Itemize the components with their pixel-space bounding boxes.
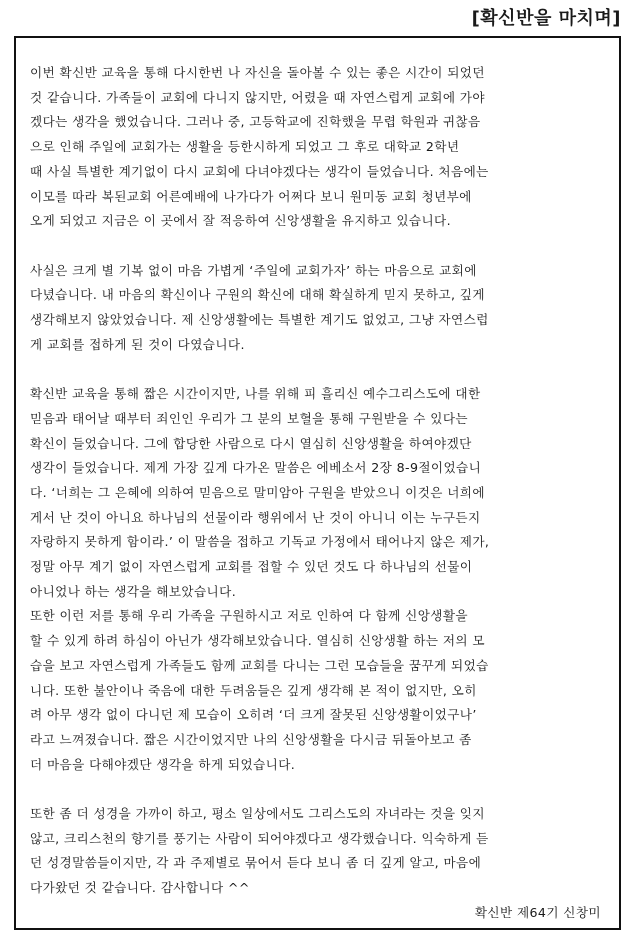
paragraph-3: 확신반 교육을 통해 짧은 시간이지만, 나를 위해 피 흘리신 예수그리스도에 대한 믿음과 태어날 때부터 죄인인 우리가 그 분의 보혈을 통해 구원받을 수 있다는 확신이 들었습니다. 그에 합당한 사람으로 다시 열심히 신앙생활을 하여야겠단 생각이 들었습니다. 제게 가장 깊게 다가온 말씀은 에베소서 2장 8-9절이었습니 다. ‘너희는 그 은혜에 의하여 믿음으로 말미암아 구원을 받았으니 이것은 너희에 게서 난 것이 아니요 하나님의 선물이라 행위에서 난 것이 아니니 이는 누구든지 자랑하지 못하게 함이라.’ 이 말씀을 접하고 기독교 가정에서 태어나지 않은 제가, 정말 아무 계기 없이 자연스럽게 교회를 접할 수 있던 것도 다 하나님의 선물이 아니었나 하는 생각을 해보았습니다.: [30, 386, 490, 599]
paragraph-1: 이번 확신반 교육을 통해 다시한번 나 자신을 돌아볼 수 있는 좋은 시간이 되었던 것 같습니다. 가족들이 교회에 다니지 않지만, 어렸을 때 자연스럽게 교회에 가야 겠다는 생각을 했었습니다. 그러나 중, 고등학교에 진학했을 무렵 학원과 귀찮음 으로 인해 주일에 교회가는 생활을 등한시하게 되었고 그 후로 대학교 2학년 때 사실 특별한 계기없이 다시 교회에 다녀야겠다는 생각이 들었습니다. 처음에는 이모를 따라 복된교회 어른예배에 나가다가 어쩌다 보니 원미동 교회 청년부에 오게 되었고 지금은 이 곳에서 잘 적응하여 신앙생활을 유지하고 있습니다.: [30, 65, 489, 229]
author-signature: 확신반 제64기 신창미: [474, 904, 601, 920]
paragraph-4: 또한 이런 저를 통해 우리 가족을 구원하시고 저로 인하여 다 함께 신앙생활을 할 수 있게 하려 하심이 아닌가 생각해보았습니다. 열심히 신앙생활 하는 저의 모 습을 보고 자연스럽게 가족들도 함께 교회를 다니는 그런 모습들을 꿈꾸게 되었습 니다. 또한 불안이나 죽음에 대한 두려움들은 깊게 생각해 본 적이 없지만, 오히 려 아무 생각 없이 다니던 제 모습이 오히려 ‘더 크게 잘못된 신앙생활이었구나’ 라고 느껴졌습니다. 짧은 시간이었지만 나의 신앙생활을 다시금 뒤돌아보고 좀 더 마음을 다해야겠단 생각을 하게 되었습니다.: [30, 608, 489, 772]
paragraph-5: 또한 좀 더 성경을 가까이 하고, 평소 일상에서도 그리스도의 자녀라는 것을 잊지 않고, 크리스천의 향기를 풍기는 사람이 되어야겠다고 생각했습니다. 익숙하게 듣 던 성경말씀들이지만, 각 과 주제별로 묶어서 듣다 보니 좀 더 깊게 알고, 마음에 다가왔던 것 같습니다. 감사합니다 ^^: [30, 806, 489, 896]
essay-body: [30, 61, 605, 926]
page-heading: [확신반을 마치며]: [471, 8, 621, 29]
paragraph-2: 사실은 크게 별 기복 없이 마음 가볍게 ‘주일에 교회가자’ 하는 마음으로 교회에 다녔습니다. 내 마음의 확신이나 구원의 확신에 대해 확실하게 믿지 못하고, 깊게 생각해보지 않았었습니다. 제 신앙생활에는 특별한 계기도 없었고, 그냥 자연스럽 게 교회를 접하게 된 것이 다였습니다.: [30, 262, 489, 352]
essay-frame: [14, 36, 621, 930]
